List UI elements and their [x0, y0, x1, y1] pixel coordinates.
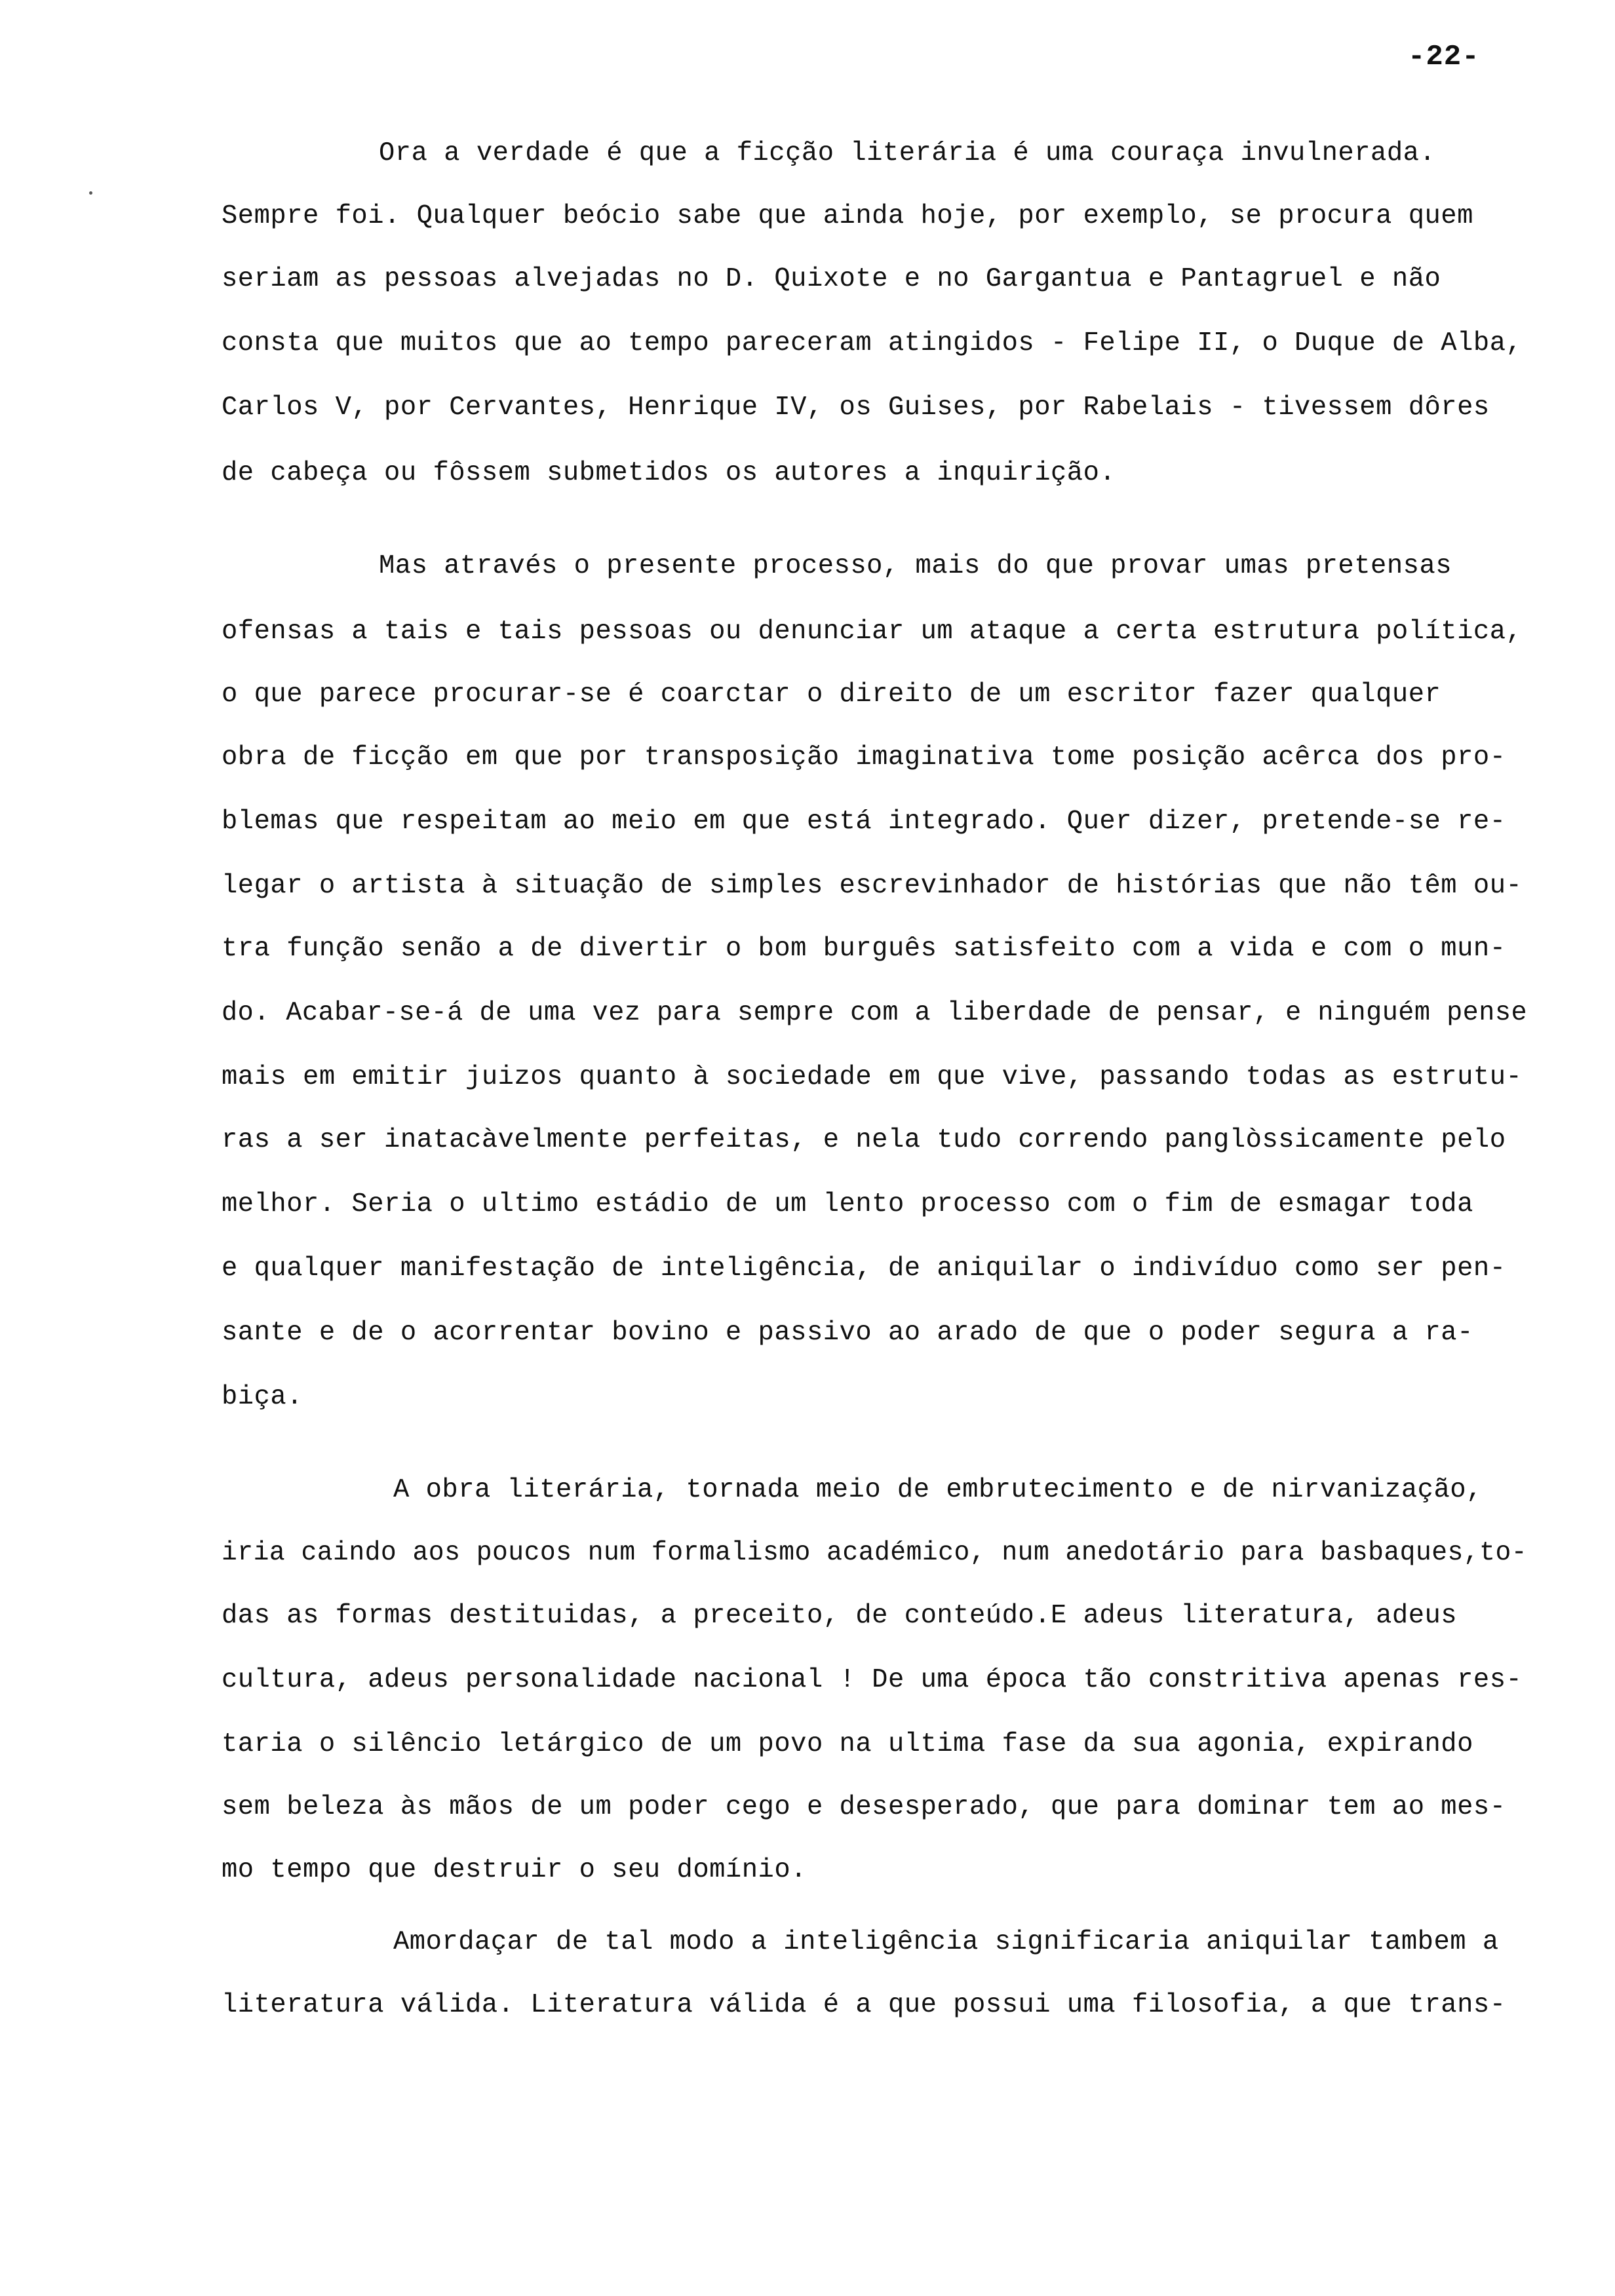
text-line: Sempre foi. Qualquer beócio sabe que ainda hoje, por exemplo, se procura quem [222, 201, 1473, 231]
text-line: sante e de o acorrentar bovino e passivo ao arado de que o poder segura a ra- [222, 1318, 1473, 1348]
text-line: seriam as pessoas alvejadas no D. Quixote e no Gargantua e Pantagruel e não [222, 264, 1441, 294]
text-line: Carlos V, por Cervantes, Henrique IV, os Guises, por Rabelais - tivessem dôres [222, 392, 1490, 423]
text-line: melhor. Seria o ultimo estádio de um lento processo com o fim de esmagar toda [222, 1189, 1473, 1219]
text-line: ras a ser inatacàvelmente perfeitas, e nela tudo correndo panglòssicamente pelo [222, 1125, 1506, 1155]
text-line: taria o silêncio letárgico de um povo na ultima fase da sua agonia, expirando [222, 1729, 1473, 1759]
text-line: mais em emitir juizos quanto à sociedade em que vive, passando todas as estrutu- [222, 1062, 1523, 1092]
text-line: tra função senão a de divertir o bom burguês satisfeito com a vida e com o mun- [222, 934, 1506, 964]
text-line: A obra literária, tornada meio de embrutecimento e de nirvanização, [393, 1475, 1483, 1505]
text-line: Ora a verdade é que a ficção literária é uma couraça invulnerada. [379, 138, 1436, 168]
text-line: blemas que respeitam ao meio em que está integrado. Quer dizer, pretende-se re- [222, 807, 1506, 837]
text-line: sem beleza às mãos de um poder cego e desesperado, que para dominar tem ao mes- [222, 1792, 1506, 1822]
text-line: literatura válida. Literatura válida é a que possui uma filosofia, a que trans- [222, 1990, 1506, 2020]
text-line: de cabeça ou fôssem submetidos os autores a inquirição. [222, 458, 1116, 488]
text-line: legar o artista à situação de simples escrevinhador de histórias que não têm ou- [222, 871, 1523, 901]
text-line: das as formas destituidas, a preceito, de conteúdo.E adeus literatura, adeus [222, 1601, 1458, 1631]
text-line: e qualquer manifestação de inteligência, de aniquilar o indivíduo como ser pen- [222, 1253, 1506, 1284]
text-line: cultura, adeus personalidade nacional ! De uma época tão constritiva apenas res- [222, 1665, 1523, 1695]
text-line: do. Acabar-se-á de uma vez para sempre com a liberdade de pensar, e ninguém pense [222, 998, 1528, 1028]
page-number: -22- [1408, 41, 1480, 73]
text-line: consta que muitos que ao tempo pareceram atingidos - Felipe II, o Duque de Alba, [222, 328, 1523, 358]
text-line: Mas através o presente processo, mais do que provar umas pretensas [379, 551, 1452, 581]
text-line: Amordaçar de tal modo a inteligência significaria aniquilar tambem a [393, 1927, 1499, 1957]
text-line: ofensas a tais e tais pessoas ou denunciar um ataque a certa estrutura política, [222, 617, 1523, 647]
scan-speck [89, 191, 92, 195]
text-line: mo tempo que destruir o seu domínio. [222, 1855, 807, 1885]
text-line: o que parece procurar-se é coarctar o direito de um escritor fazer qualquer [222, 679, 1441, 710]
text-line: obra de ficção em que por transposição imaginativa tome posição acêrca dos pro- [222, 742, 1506, 773]
text-line: biça. [222, 1382, 303, 1412]
text-line: iria caindo aos poucos num formalismo académico, num anedotário para basbaques,to- [222, 1538, 1528, 1568]
